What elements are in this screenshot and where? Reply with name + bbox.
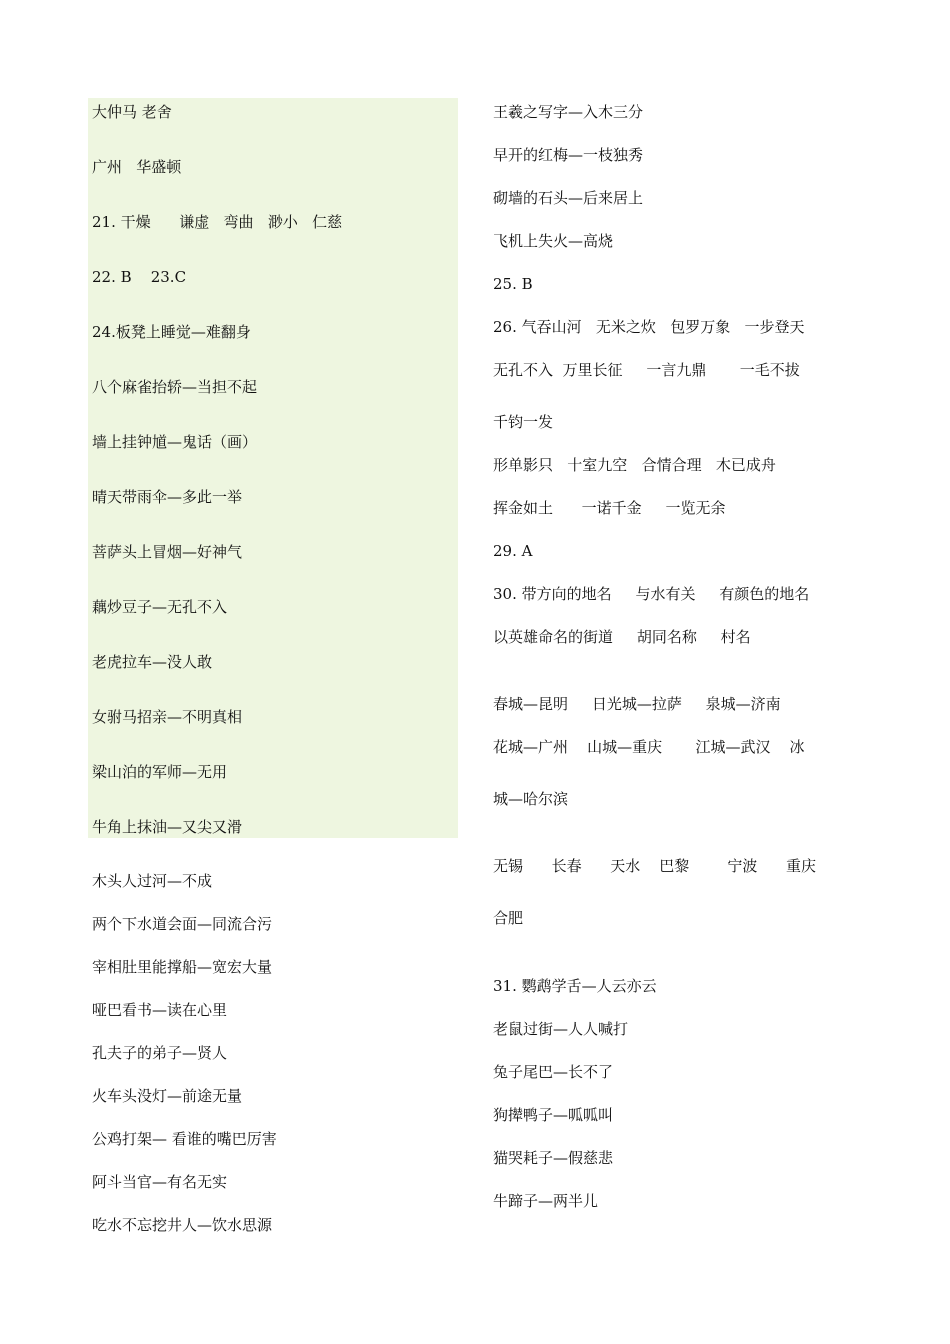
text-line: 菩萨头上冒烟—好神气 bbox=[92, 543, 243, 561]
text-line: 木头人过河—不成 bbox=[92, 872, 213, 890]
text-line: 梁山泊的军师—无用 bbox=[92, 763, 228, 781]
text-line: 挥金如土 一诺千金 一览无余 bbox=[493, 499, 726, 517]
text-line: 广州 华盛顿 bbox=[92, 158, 182, 176]
text-line: 砌墙的石头—后来居上 bbox=[493, 189, 644, 207]
text-line: 八个麻雀抬轿—当担不起 bbox=[92, 378, 258, 396]
text-line: 形单影只 十室九空 合情合理 木已成舟 bbox=[493, 456, 776, 474]
text-line: 猫哭耗子—假慈悲 bbox=[493, 1149, 614, 1167]
text-line: 26. 气吞山河 无米之炊 包罗万象 一步登天 bbox=[493, 318, 805, 336]
text-line: 大仲马 老舍 bbox=[92, 103, 172, 121]
text-line: 飞机上失火—高烧 bbox=[493, 232, 614, 250]
text-line: 千钧一发 bbox=[493, 413, 554, 431]
text-line: 30. 带方向的地名 与水有关 有颜色的地名 bbox=[493, 585, 810, 603]
text-line: 狗撵鸭子—呱呱叫 bbox=[493, 1106, 614, 1124]
text-line: 女驸马招亲—不明真相 bbox=[92, 708, 243, 726]
text-line: 22. B 23.C bbox=[92, 268, 187, 286]
text-line: 21. 干燥 谦虚 弯曲 渺小 仁慈 bbox=[92, 213, 343, 231]
text-line: 25. B bbox=[493, 275, 533, 293]
text-line: 牛角上抹油—又尖又滑 bbox=[92, 818, 243, 836]
text-line: 无锡 长春 天水 巴黎 宁波 重庆 bbox=[493, 857, 817, 875]
text-line: 春城—昆明 日光城—拉萨 泉城—济南 bbox=[493, 695, 781, 713]
text-line: 藕炒豆子—无孔不入 bbox=[92, 598, 228, 616]
text-line: 城—哈尔滨 bbox=[493, 790, 569, 808]
text-line: 吃水不忘挖井人—饮水思源 bbox=[92, 1216, 273, 1234]
text-line: 无孔不入 万里长征 一言九鼎 一毛不拔 bbox=[493, 361, 800, 379]
text-line: 老虎拉车—没人敢 bbox=[92, 653, 213, 671]
text-line: 兔子尾巴—长不了 bbox=[493, 1063, 614, 1081]
text-line: 两个下水道会面—同流合污 bbox=[92, 915, 273, 933]
text-line: 早开的红梅—一枝独秀 bbox=[493, 146, 644, 164]
text-line: 牛蹄子—两半儿 bbox=[493, 1192, 599, 1210]
text-line: 31. 鹦鹉学舌—人云亦云 bbox=[493, 977, 657, 995]
text-line: 老鼠过街—人人喊打 bbox=[493, 1020, 629, 1038]
text-line: 以英雄命名的街道 胡同名称 村名 bbox=[493, 628, 751, 646]
text-line: 火车头没灯—前途无量 bbox=[92, 1087, 243, 1105]
text-line: 哑巴看书—读在心里 bbox=[92, 1001, 228, 1019]
highlight-background bbox=[88, 98, 458, 838]
text-line: 29. A bbox=[493, 542, 533, 560]
text-line: 王羲之写字—入木三分 bbox=[493, 103, 644, 121]
text-line: 公鸡打架— 看谁的嘴巴厉害 bbox=[92, 1130, 277, 1148]
text-line: 24.板凳上睡觉—难翻身 bbox=[92, 323, 251, 341]
text-line: 花城—广州 山城—重庆 江城—武汉 冰 bbox=[493, 738, 805, 756]
text-line: 墙上挂钟馗—鬼话（画） bbox=[92, 433, 258, 451]
text-line: 合肥 bbox=[493, 909, 524, 927]
text-line: 孔夫子的弟子—贤人 bbox=[92, 1044, 228, 1062]
text-line: 阿斗当官—有名无实 bbox=[92, 1173, 228, 1191]
text-line: 晴天带雨伞—多此一举 bbox=[92, 488, 243, 506]
text-line: 宰相肚里能撑船—宽宏大量 bbox=[92, 958, 273, 976]
